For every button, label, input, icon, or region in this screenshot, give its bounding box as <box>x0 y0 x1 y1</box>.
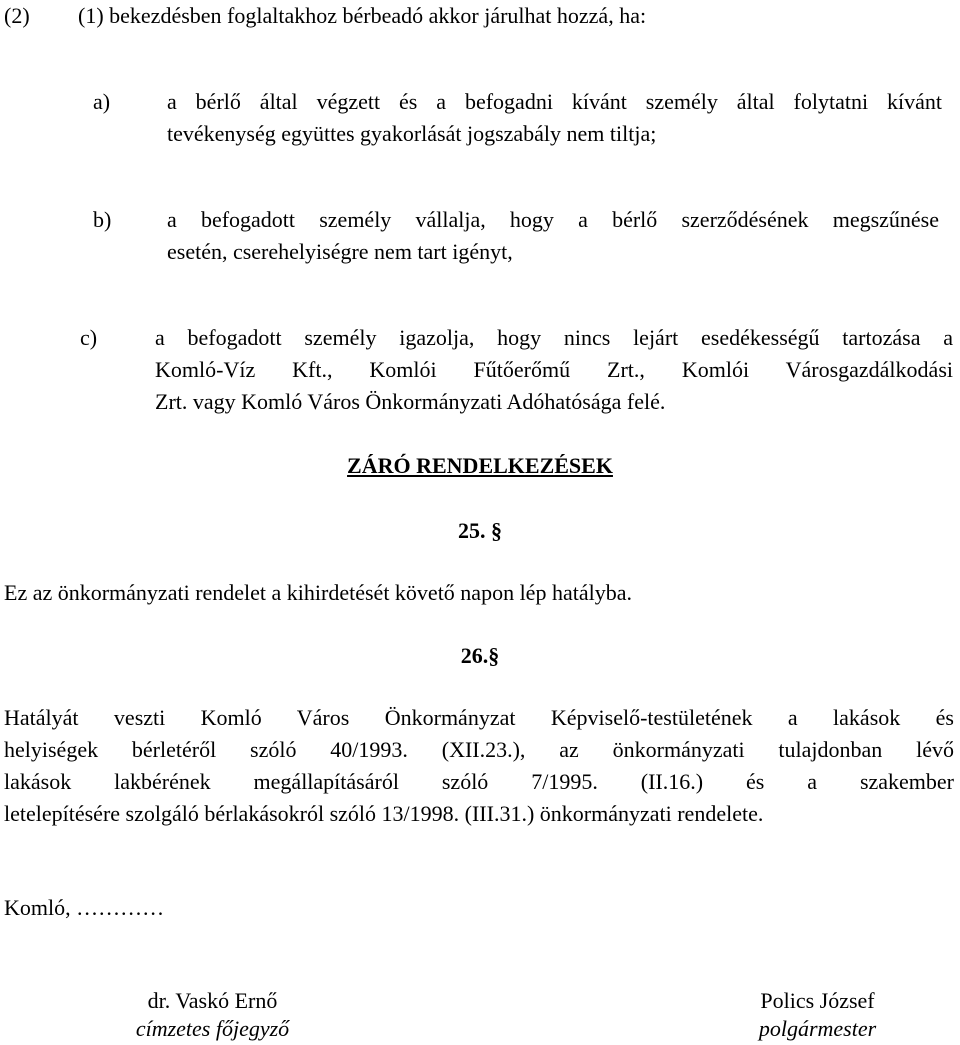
item-c-line-2: Komló-Víz Kft., Komlói Fűtőerőmű Zrt., Komlói Városgazdálkodási <box>155 357 953 382</box>
section-26-line-2: helyiségek bérletéről szóló 40/1993. (XII.23.), az önkormányzati tulajdonban lévő <box>4 737 954 762</box>
paragraph-number: (2) <box>4 3 30 28</box>
signature-right-title: polgármester <box>758 1016 877 1041</box>
item-c-line-1: a befogadott személy igazolja, hogy nincs lejárt esedékességű tartozása a <box>155 325 953 350</box>
item-c-label: c) <box>80 325 98 350</box>
section-26-line-3: lakások lakbérének megállapításáról szóló 7/1995. (II.16.) és a szakember <box>4 769 954 794</box>
item-a-label: a) <box>93 89 111 114</box>
signature-left-title: címzetes főjegyző <box>135 1016 290 1041</box>
section-26-line-1: Hatályát veszti Komló Város Önkormányzat Képviselő-testületének a lakások és <box>4 705 954 730</box>
signature-right-name: Polics József <box>760 988 875 1013</box>
section-25-number: 25. § <box>458 518 502 543</box>
item-c-line-3: Zrt. vagy Komló Város Önkormányzati Adóhatósága felé. <box>155 389 666 414</box>
paragraph-intro: (1) bekezdésben foglaltakhoz bérbeadó akkor járulhat hozzá, ha: <box>78 3 647 28</box>
item-b-line-2: esetén, cserehelyiségre nem tart igényt, <box>167 239 513 264</box>
section-heading: ZÁRÓ RENDELKEZÉSEK <box>347 453 613 478</box>
section-25-text: Ez az önkormányzati rendelet a kihirdetését követő napon lép hatályba. <box>4 580 632 605</box>
item-b-line-1: a befogadott személy vállalja, hogy a bérlő szerződésének megszűnése <box>167 207 939 232</box>
item-b-label: b) <box>93 207 112 232</box>
section-26-line-4: letelepítésére szolgáló bérlakásokról szóló 13/1998. (III.31.) önkormányzati rendelete. <box>4 801 764 826</box>
place-date: Komló, ………… <box>4 895 165 920</box>
signature-left-name: dr. Vaskó Ernő <box>147 988 278 1013</box>
item-a-line-1: a bérlő által végzett és a befogadni kívánt személy által folytatni kívánt <box>167 89 942 114</box>
section-26-number: 26.§ <box>460 643 500 668</box>
item-a-line-2: tevékenység együttes gyakorlását jogszabály nem tiltja; <box>167 121 657 146</box>
